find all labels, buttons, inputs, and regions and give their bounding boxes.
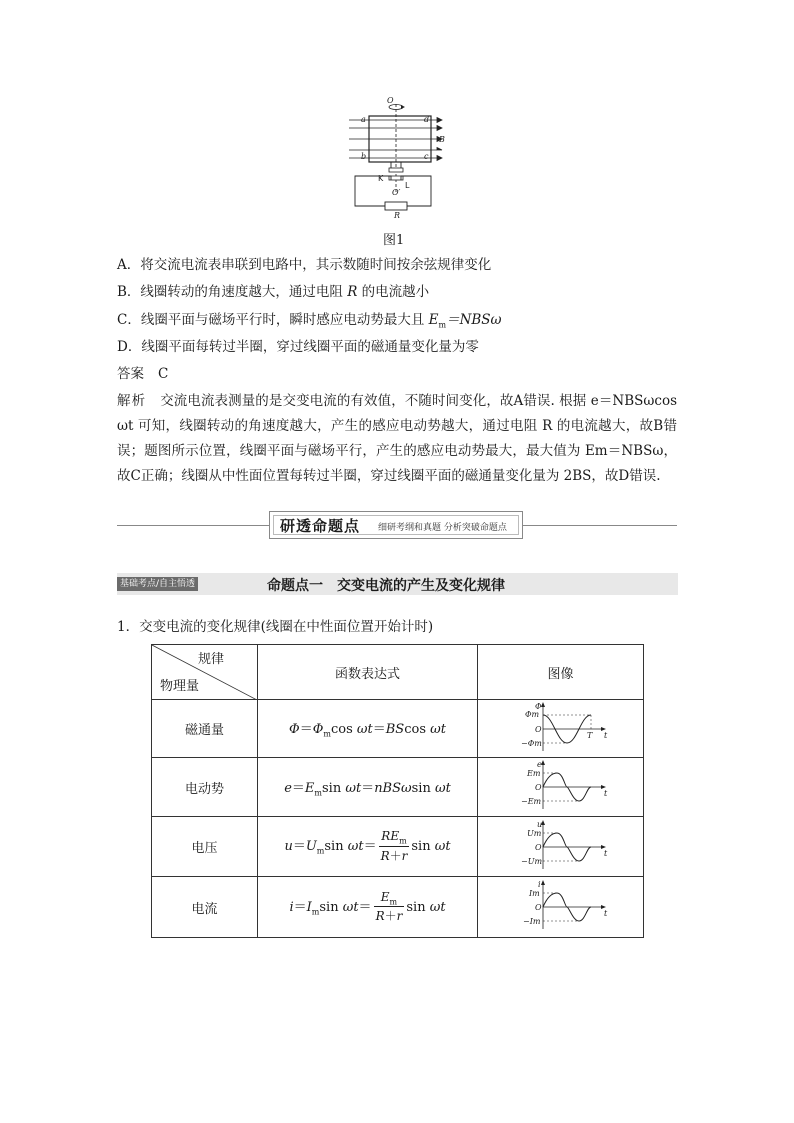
rules-table (151, 644, 644, 938)
cos-graph (511, 701, 611, 753)
corner-cell: 规律 物理量 (152, 645, 258, 700)
option-d: D．线圈平面每转过半圈，穿过线圈平面的磁通量变化量为零 (117, 339, 479, 355)
banner-title: 研透命题点 (280, 517, 361, 535)
figure-caption: 图1 (383, 233, 405, 248)
svg-text:Um: Um (526, 828, 541, 838)
svg-text:t: t (603, 909, 607, 918)
svg-text:t: t (603, 730, 607, 740)
option-b: B．线圈转动的角速度越大，通过电阻 R 的电流越小 (117, 284, 430, 300)
label-c: c (424, 152, 429, 161)
graph-cell (478, 758, 644, 817)
table-row (152, 758, 644, 817)
svg-text:Φm: Φm (524, 709, 539, 719)
banner-subtitle: 细研考纲和真题 分析突破命题点 (378, 523, 507, 533)
table-row (152, 700, 644, 758)
svg-text:O: O (534, 903, 542, 912)
option-a: A．将交流电流表串联到电路中，其示数随时间按余弦规律变化 (117, 257, 492, 273)
section-banner (117, 511, 677, 539)
graph-cell (478, 700, 644, 758)
svg-text:u: u (536, 819, 542, 829)
quantity-cell: 电动势 (152, 758, 258, 817)
header-formula: 函数表达式 (258, 645, 478, 700)
topic-title: 命题点一 交变电流的产生及变化规律 (267, 578, 505, 594)
topic-tag: 基础考点/自主悟透 (117, 577, 198, 591)
svg-text:Em: Em (526, 769, 540, 778)
section-heading: 1．交变电流的变化规律(线圈在中性面位置开始计时) (117, 619, 434, 635)
quantity-cell: 电压 (152, 817, 258, 877)
formula-cell: $e=E_m\sin$ ωt＝nBSωsin ωt (258, 758, 478, 817)
svg-text:t: t (603, 848, 607, 858)
table-row (152, 817, 644, 877)
label-K: K (378, 174, 384, 183)
svg-text:t: t (603, 789, 607, 798)
label-B: B (439, 135, 445, 144)
topic-bar (117, 573, 678, 595)
table-row (152, 877, 644, 938)
svg-text:−Im: −Im (522, 917, 540, 926)
svg-text:Φ: Φ (534, 701, 542, 711)
quantity-cell: 磁通量 (152, 700, 258, 758)
svg-text:−Φm: −Φm (520, 738, 542, 748)
label-a: a (361, 115, 366, 124)
analysis: 解析 交流电流表测量的是交变电流的有效值，不随时间变化，故A错误. 根据 e＝NBSωcos ωt 可知，线圈转动的角速度越大，产生的感应电动势越大，通过电阻 R 的电流越大，故B错误；题图所示位置，线圈平面与磁场平行，产生的感应电动势最大，最大值为 Em＝NBSω，故C正确；线圈从中性面位置每转过半圈，穿过线圈平面的磁通量变化量为 2BS，故D错误. (117, 393, 678, 484)
svg-text:e: e (536, 760, 542, 769)
label-R: R (394, 211, 401, 220)
svg-text:T: T (586, 730, 592, 740)
svg-text:−Um: −Um (520, 856, 542, 866)
svg-text:O: O (534, 842, 542, 852)
label-O: O (387, 96, 394, 105)
formula-cell: $i=I_m\sin$ ωt＝ $\frac{E_m}{R+r}$ sin ωt (258, 877, 478, 938)
quantity-cell: 电流 (152, 877, 258, 938)
label-O-prime: O′ (392, 188, 401, 197)
formula-cell: $\Phi=\Phi_m\cos$ ωt＝BScos ωt (258, 700, 478, 758)
formula-cell: $u=U_m\sin$ ωt＝ $\frac{RE_m}{R+r}$ sin ωt (258, 817, 478, 877)
header-graph: 图像 (478, 645, 644, 700)
answer: 答案 C (117, 366, 169, 382)
svg-text:O: O (534, 724, 542, 734)
graph-cell (478, 817, 644, 877)
svg-text:−Em: −Em (520, 797, 541, 806)
svg-text:i: i (537, 880, 541, 889)
sin-graph (511, 879, 611, 931)
graph-cell (478, 877, 644, 938)
label-L: L (405, 181, 410, 190)
figure-1-diagram (345, 96, 455, 220)
svg-text:O: O (534, 783, 542, 792)
sin-graph (511, 759, 611, 811)
label-b: b (361, 152, 367, 161)
svg-text:Im: Im (528, 889, 540, 898)
option-c: C．线圈平面与磁场平行时，瞬时感应电动势最大且 $E_m=NBS\omega$ (117, 312, 502, 330)
label-d: d (424, 115, 430, 124)
sin-graph (511, 819, 611, 871)
